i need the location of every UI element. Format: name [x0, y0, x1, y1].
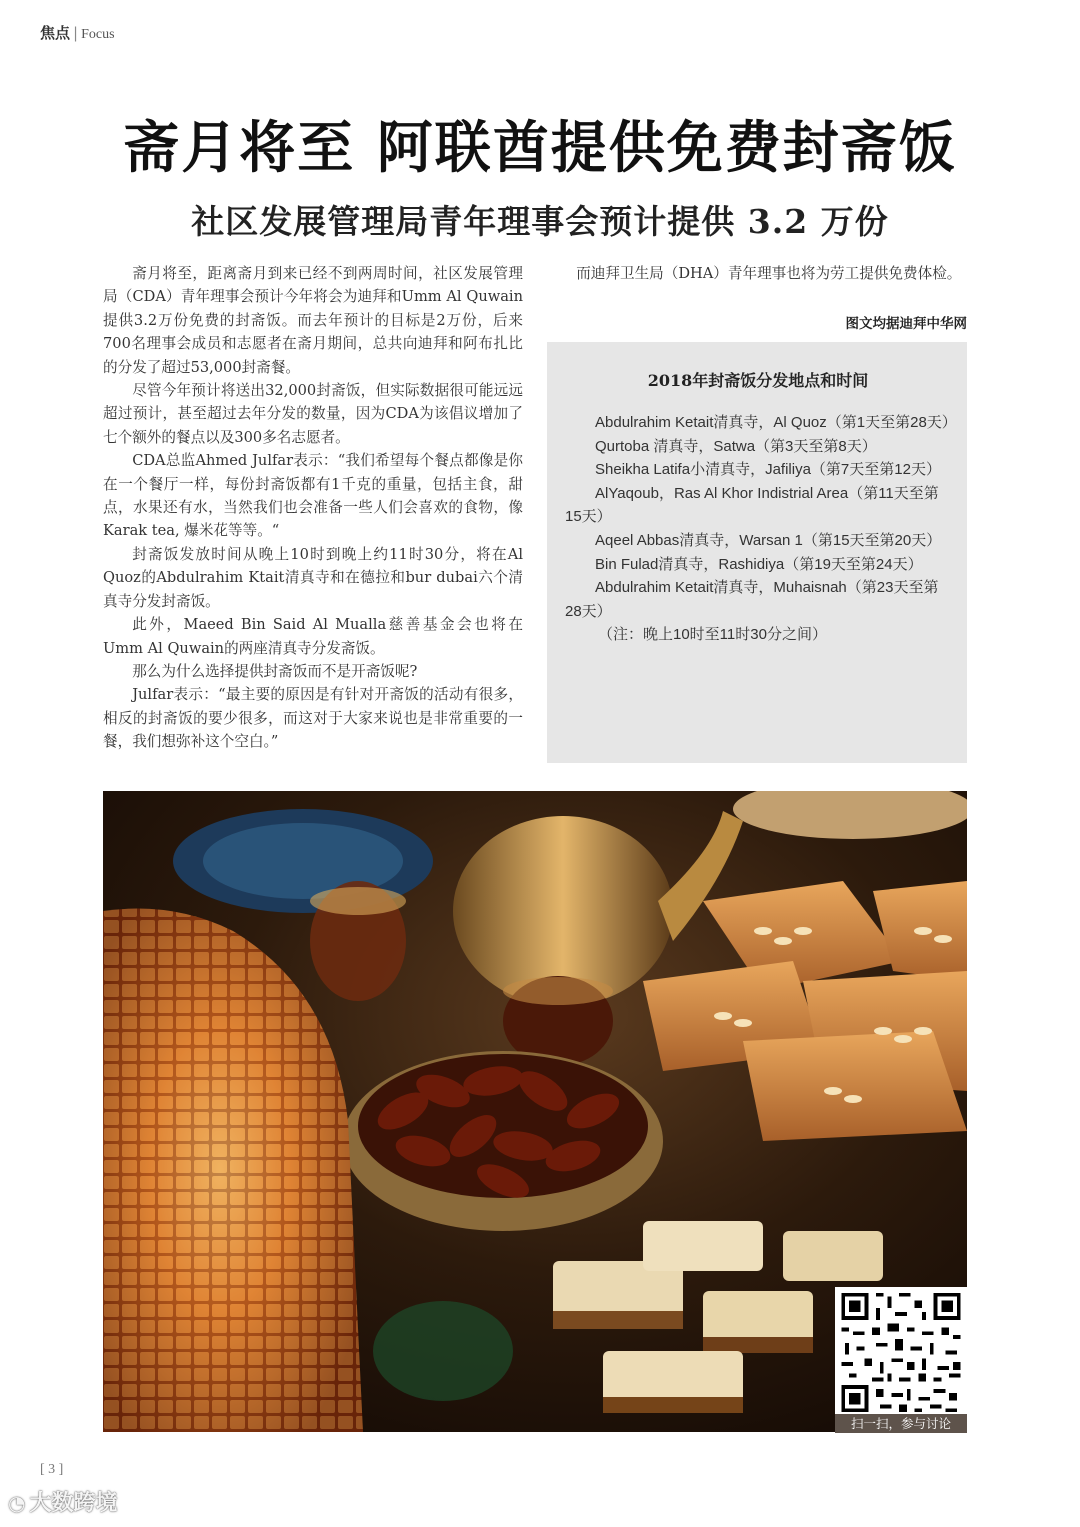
- article-body-right: [547, 262, 967, 285]
- section-header: [40, 22, 115, 43]
- distribution-sidebar: [547, 342, 967, 763]
- body-paragraph: 那么为什么选择提供封斋饭而不是开斋饭呢?: [132, 662, 418, 680]
- qr-caption: 扫一扫，参与讨论: [835, 1414, 967, 1433]
- section-label-en: Focus: [81, 27, 115, 42]
- watermark-logo-icon: ◔: [8, 1491, 26, 1515]
- body-paragraph: 封斋饭发放时间从晚上10时到晚上约11时30分，将在Al Quoz的Abdulrahim Ktait清真寺和在德拉和bur dubai六个清真寺分发封斋饭。: [103, 545, 523, 610]
- body-paragraph: 此外，Maeed Bin Said Al Mualla慈善基金会也将在Umm Al Quwain的两座清真寺分发斋饭。: [103, 616, 523, 657]
- body-paragraph: 而迪拜卫生局（DHA）青年理事也将为劳工提供免费体检。: [576, 265, 962, 282]
- qr-code[interactable]: [835, 1287, 967, 1432]
- location-item: AlYaqoub，Ras Al Khor Indistrial Area（第11天至第15天）: [565, 484, 939, 526]
- body-paragraph: Julfar表示：“最主要的原因是有针对开斋饭的活动有很多，相反的封斋饭的要少很多，而这对于大家来说也是非常重要的一餐，我们想弥补这个空白。”: [103, 686, 523, 751]
- sidebar-title: 2018年封斋饭分发地点和时间: [647, 371, 869, 390]
- location-item: Qurtoba 清真寺，Satwa（第3天至第8天）: [595, 437, 877, 455]
- watermark: [8, 1486, 117, 1517]
- photo-credit: 图文均据迪拜中华网: [845, 316, 967, 332]
- article-title: 斋月将至 阿联酋提供免费封斋饭: [123, 116, 957, 181]
- location-item: Abdulrahim Ketait清真寺，Muhaisnah（第23天至第28天）: [565, 579, 939, 620]
- body-paragraph: 尽管今年预计将送出32,000封斋饭，但实际数据很可能远远超过预计，甚至超过去年分发的数量，因为CDA为该倡议增加了七个额外的餐点以及300多名志愿者。: [103, 382, 523, 446]
- location-list: [565, 411, 957, 647]
- header-divider: |: [73, 24, 79, 42]
- article-subtitle: 社区发展管理局青年理事会预计提供 3.2 万份: [191, 202, 889, 241]
- location-item: Aqeel Abbas清真寺，Warsan 1（第15天至第20天）: [595, 531, 942, 549]
- body-paragraph: CDA总监Ahmed Julfar表示：“我们希望每个餐点都像是你在一个餐厅一样，每份封斋饭都有1千克的重量，包括主食，甜点，水果还有水，当然我们也会准备一些人们会喜欢的食物，像Karak tea, 爆米花等等。“: [103, 452, 523, 540]
- section-label: 焦点: [40, 24, 71, 42]
- location-item: Sheikha Latifa小清真寺，Jafiliya（第7天至第12天）: [595, 461, 941, 479]
- article-body-left: [103, 262, 523, 754]
- body-paragraph: 斋月将至，距离斋月到来已经不到两周时间，社区发展管理局（CDA）青年理事会预计今年将会为迪拜和Umm Al Quwain提供3.2万份免费的封斋饭。而去年预计的目标是2万份，后来700名理事会成员和志愿者在斋月期间，总共向迪拜和阿布扎比的分发了超过53,000封斋餐。: [103, 265, 523, 376]
- location-item: Abdulrahim Ketait清真寺，Al Quoz（第1天至第28天）: [595, 414, 957, 431]
- page-number: [ 3 ]: [40, 1462, 64, 1477]
- location-item: Bin Fulad清真寺，Rashidiya（第19天至第24天）: [595, 555, 923, 573]
- watermark-text: 大数跨境: [29, 1491, 118, 1516]
- time-note: （注：晚上10时至11时30分之间）: [598, 626, 827, 644]
